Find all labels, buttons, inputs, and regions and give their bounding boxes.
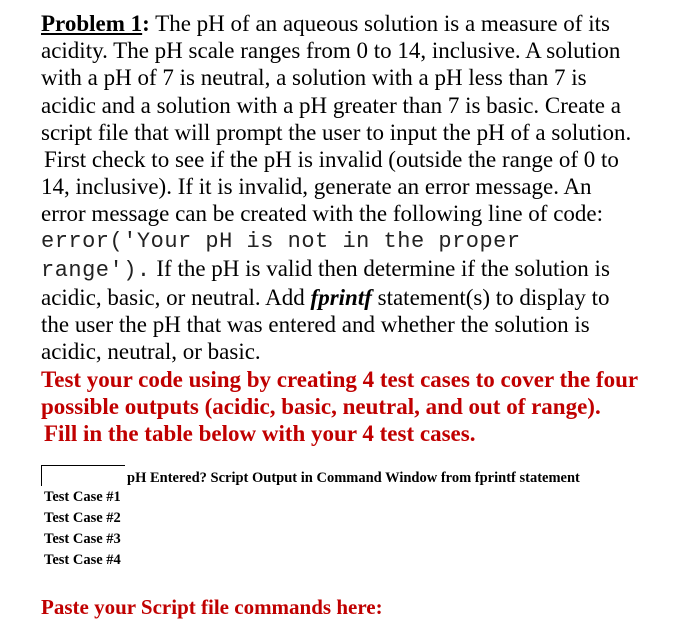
instruction-line-1: Test your code using by creating 4 test cases to cover the four [41, 366, 639, 392]
problem-statement [41, 10, 681, 447]
table-corner-cell [41, 465, 125, 486]
problem-line-6: First check to see if the pH is invalid (outside the range of 0 to [44, 147, 619, 173]
problem-text-11b: statement(s) to display to [371, 285, 610, 311]
problem-line-4: acidic and a solution with a pH greater than 7 is basic. Create a [41, 92, 621, 118]
instruction-line-2: possible outputs (acidic, basic, neutral, and out of range). [41, 393, 601, 419]
test-case-1-label: Test Case #1 [44, 489, 121, 505]
problem-title: Problem 1 [41, 11, 143, 36]
table-header: pH Entered? Script Output in Command Window from fprintf statement [127, 470, 580, 486]
problem-line-11 [41, 284, 681, 311]
problem-line-7: 14, inclusive). If it is invalid, generate an error message. An [41, 174, 592, 200]
problem-line-3: with a pH of 7 is neutral, a solution with a pH less than 7 is [41, 65, 587, 91]
problem-line-1 [41, 10, 681, 37]
problem-text-10: If the pH is valid then determine if the solution is [150, 255, 610, 281]
test-case-2-label: Test Case #2 [44, 510, 121, 526]
problem-line-10 [41, 255, 681, 284]
paste-script-heading: Paste your Script file commands here: [41, 595, 383, 619]
instruction-line-3: Fill in the table below with your 4 test cases. [44, 421, 476, 447]
test-case-3-label: Test Case #3 [44, 531, 121, 547]
code-line-1: error('Your pH is not in the proper [41, 228, 521, 254]
problem-line-12: the user the pH that was entered and whether the solution is [41, 312, 590, 338]
test-case-4-label: Test Case #4 [44, 552, 121, 568]
test-case-table [41, 465, 661, 575]
problem-text-1: The pH of an aqueous solution is a measure of its [149, 11, 610, 36]
problem-text-11a: acidic, basic, or neutral. Add [41, 285, 311, 311]
problem-line-8: error message can be created with the following line of code: [41, 201, 603, 227]
problem-line-5: script file that will prompt the user to input the pH of a solution. [41, 119, 632, 145]
fprintf-keyword: fprintf [310, 285, 372, 311]
problem-line-2: acidity. The pH scale ranges from 0 to 14, inclusive. A solution [41, 38, 621, 64]
problem-colon: : [142, 11, 150, 36]
problem-line-13: acidic, neutral, or basic. [41, 339, 261, 365]
code-line-2: range'). [41, 257, 151, 283]
